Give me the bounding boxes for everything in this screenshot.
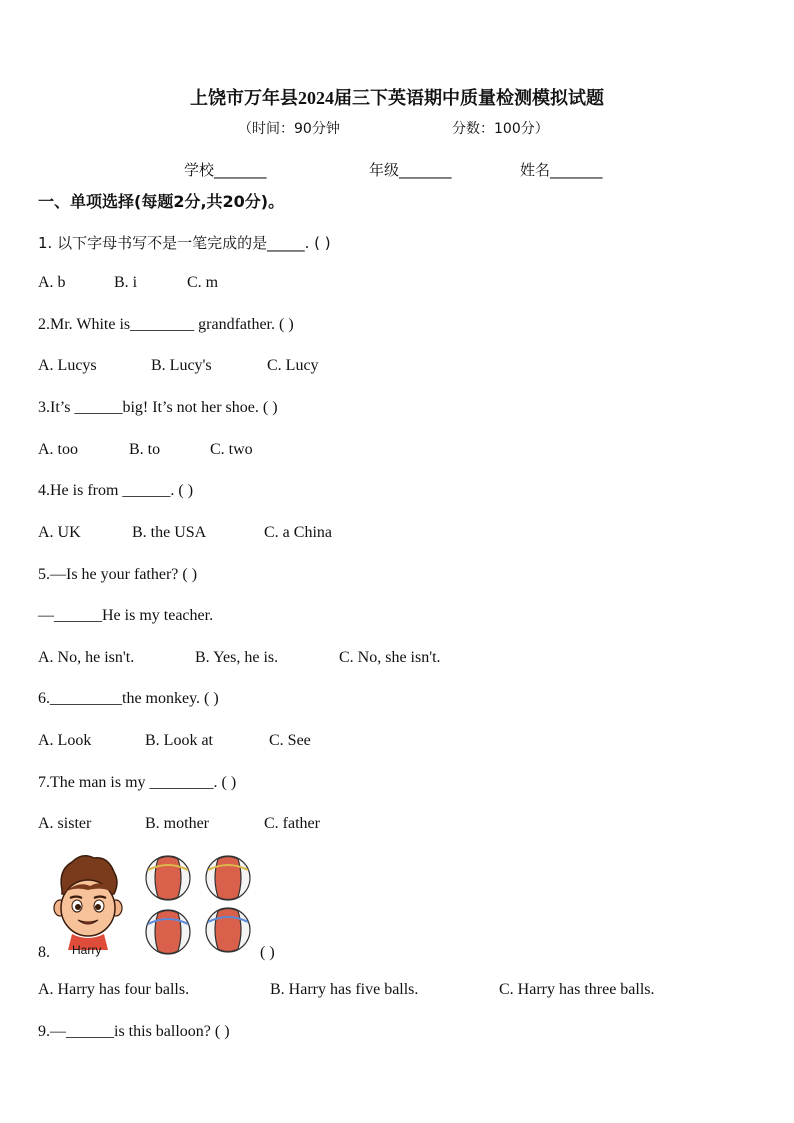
q2-option-a[interactable]: A. Lucys	[38, 357, 97, 374]
q8-answer-bracket[interactable]: ( )	[260, 944, 275, 961]
balls-illustration	[140, 850, 260, 960]
q1-option-c[interactable]: C. m	[187, 274, 219, 291]
q2-option-b[interactable]: B. Lucy's	[151, 357, 212, 374]
ball	[206, 908, 250, 952]
q3-option-c[interactable]: C. two	[210, 441, 253, 458]
ball	[206, 856, 250, 900]
q8-option-a[interactable]: A. Harry has four balls.	[38, 981, 190, 998]
question-3: 3.It’s ______big! It’s not her shoe. ( )	[38, 399, 278, 416]
q3-option-b[interactable]: B. to	[129, 441, 161, 458]
ball	[146, 856, 190, 900]
q5-option-b[interactable]: B. Yes, he is.	[195, 649, 279, 666]
q3-option-a[interactable]: A. too	[38, 441, 78, 458]
school-field[interactable]: 学校_______	[184, 161, 267, 179]
q4-option-c[interactable]: C. a China	[264, 524, 332, 541]
total-score: 分数：100分）	[452, 121, 549, 137]
q7-option-b[interactable]: B. mother	[145, 815, 209, 832]
q7-option-c[interactable]: C. father	[264, 815, 320, 832]
q5-option-c[interactable]: C. No, she isn't.	[339, 649, 441, 666]
image-label: Harry	[72, 943, 102, 957]
time-limit: （时间：90分钟	[238, 121, 340, 137]
question-5-line2: —______He is my teacher.	[38, 607, 214, 624]
ball	[146, 910, 190, 954]
question-1: 1. 以下字母书写不是一笔完成的是_____. ( )	[38, 234, 331, 252]
question-5: 5.—Is he your father? ( )	[38, 566, 198, 583]
harry-boy-illustration	[48, 850, 128, 950]
question-8: 8.	[38, 944, 50, 961]
q1-option-b[interactable]: B. i	[114, 274, 138, 291]
name-field[interactable]: 姓名_______	[520, 161, 603, 179]
question-7: 7.The man is my ________. ( )	[38, 774, 237, 791]
q6-option-c[interactable]: C. See	[269, 732, 311, 749]
q2-option-c[interactable]: C. Lucy	[267, 357, 319, 374]
page-title: 上饶市万年县2024届三下英语期中质量检测模拟试题	[190, 88, 604, 108]
q7-option-a[interactable]: A. sister	[38, 815, 92, 832]
q8-option-b[interactable]: B. Harry has five balls.	[270, 981, 419, 998]
q6-option-a[interactable]: A. Look	[38, 732, 92, 749]
question-9: 9.—______is this balloon? ( )	[38, 1023, 230, 1040]
grade-field[interactable]: 年级_______	[369, 161, 452, 179]
q5-option-a[interactable]: A. No, he isn't.	[38, 649, 135, 666]
question-2: 2.Mr. White is________ grandfather. ( )	[38, 316, 294, 333]
section-heading: 一、单项选择(每题2分,共20分)。	[38, 192, 285, 211]
q6-option-b[interactable]: B. Look at	[145, 732, 213, 749]
q8-option-c[interactable]: C. Harry has three balls.	[499, 981, 655, 998]
q4-option-a[interactable]: A. UK	[38, 524, 81, 541]
question-4: 4.He is from ______. ( )	[38, 482, 194, 499]
q1-option-a[interactable]: A. b	[38, 274, 66, 291]
q4-option-b[interactable]: B. the USA	[132, 524, 207, 541]
question-6: 6._________the monkey. ( )	[38, 690, 219, 707]
